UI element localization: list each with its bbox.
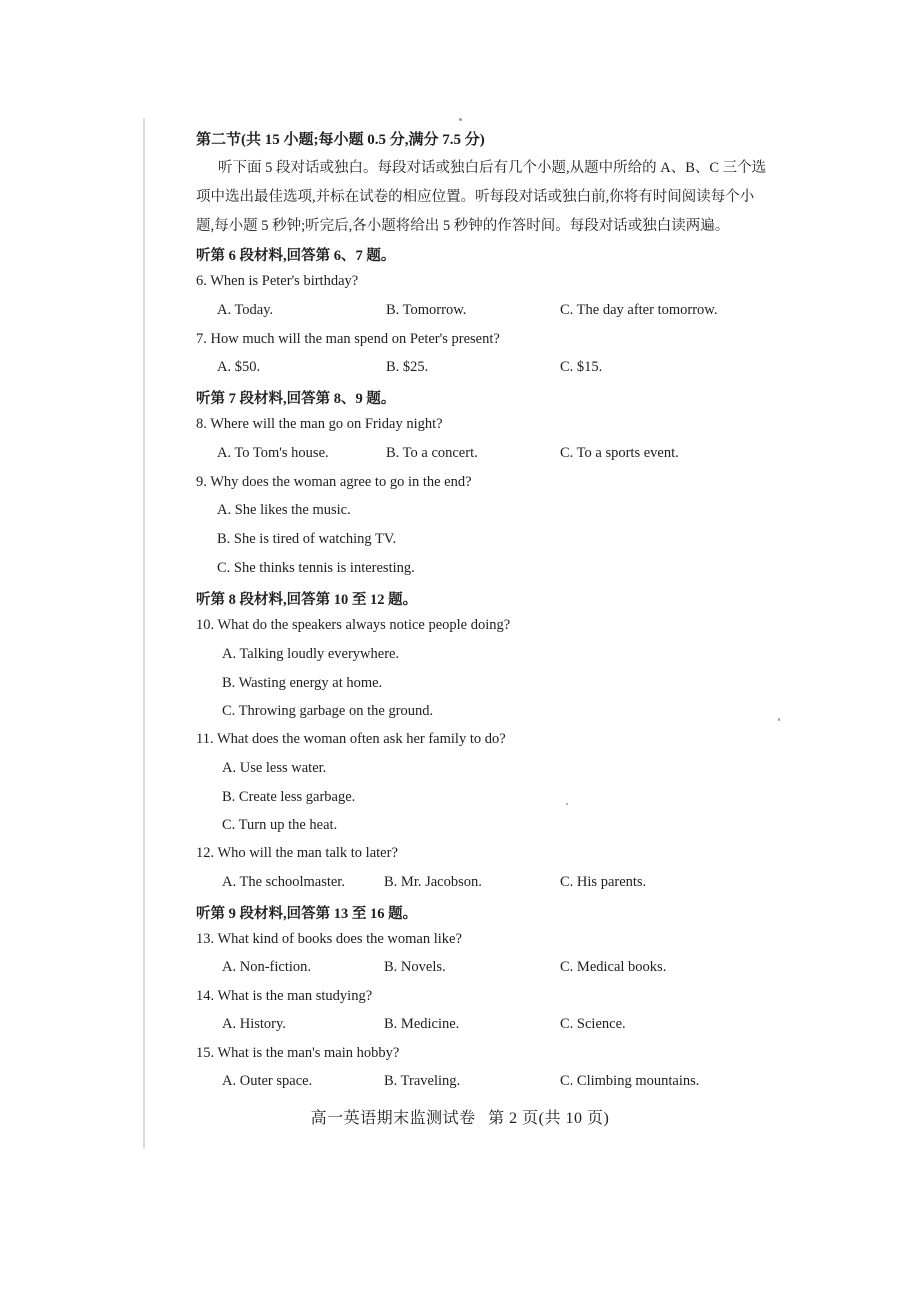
option-c: C. Climbing mountains. bbox=[560, 1073, 700, 1089]
question-11: 11. What does the woman often ask her family to do? bbox=[196, 731, 506, 747]
question-10: 10. What do the speakers always notice people doing? bbox=[196, 617, 511, 633]
instruction-line: 题,每小题 5 秒钟;听完后,各小题将给出 5 秒钟的作答时间。每段对话或独白读两遍。 bbox=[196, 218, 730, 234]
question-8: 8. Where will the man go on Friday night? bbox=[196, 416, 443, 432]
material-heading: 听第 7 段材料,回答第 8、9 题。 bbox=[196, 391, 396, 407]
question-6: 6. When is Peter's birthday? bbox=[196, 273, 359, 289]
option-c: C. $15. bbox=[560, 359, 603, 375]
question-14: 14. What is the man studying? bbox=[196, 988, 373, 1004]
option-a: A. Talking loudly everywhere. bbox=[222, 646, 400, 662]
option-b: B. Wasting energy at home. bbox=[222, 675, 383, 691]
option-a: A. Today. bbox=[217, 302, 274, 318]
scan-speck bbox=[566, 803, 568, 805]
option-c: C. His parents. bbox=[560, 874, 647, 890]
option-b: B. Tomorrow. bbox=[386, 302, 467, 318]
question-9: 9. Why does the woman agree to go in the end? bbox=[196, 474, 472, 490]
option-c: C. Science. bbox=[560, 1016, 626, 1032]
option-b: B. Traveling. bbox=[384, 1073, 461, 1089]
option-c: C. To a sports event. bbox=[560, 445, 679, 461]
scan-left-edge bbox=[143, 118, 145, 1148]
option-c: C. Medical books. bbox=[560, 959, 667, 975]
question-7: 7. How much will the man spend on Peter's present? bbox=[196, 331, 500, 347]
option-c: C. Turn up the heat. bbox=[222, 817, 338, 833]
option-a: A. The schoolmaster. bbox=[222, 874, 345, 890]
option-b: B. Novels. bbox=[384, 959, 446, 975]
scan-speck bbox=[778, 718, 780, 721]
question-13: 13. What kind of books does the woman like? bbox=[196, 931, 462, 947]
option-a: A. She likes the music. bbox=[217, 502, 351, 518]
option-b: B. Medicine. bbox=[384, 1016, 460, 1032]
option-c: C. The day after tomorrow. bbox=[560, 302, 718, 318]
option-a: A. History. bbox=[222, 1016, 286, 1032]
scan-speck bbox=[459, 118, 462, 121]
section-heading: 第二节(共 15 小题;每小题 0.5 分,满分 7.5 分) bbox=[196, 132, 485, 148]
question-12: 12. Who will the man talk to later? bbox=[196, 845, 398, 861]
page-number: 第 2 页(共 10 页) bbox=[488, 1110, 610, 1127]
option-c: C. Throwing garbage on the ground. bbox=[222, 703, 434, 719]
option-b: B. She is tired of watching TV. bbox=[217, 531, 397, 547]
option-b: B. $25. bbox=[386, 359, 429, 375]
instruction-line: 听下面 5 段对话或独白。每段对话或独白后有几个小题,从题中所给的 A、B、C 三个选 bbox=[218, 160, 767, 176]
option-a: A. Outer space. bbox=[222, 1073, 313, 1089]
page-footer bbox=[0, 1105, 920, 1128]
option-b: B. Create less garbage. bbox=[222, 789, 356, 805]
section-instructions bbox=[196, 154, 784, 241]
option-a: A. Non-fiction. bbox=[222, 959, 311, 975]
option-a: A. To Tom's house. bbox=[217, 445, 329, 461]
instruction-line: 项中选出最佳选项,并标在试卷的相应位置。听每段对话或独白前,你将有时间阅读每个小 bbox=[196, 189, 755, 205]
material-heading: 听第 8 段材料,回答第 10 至 12 题。 bbox=[196, 592, 418, 608]
material-heading: 听第 9 段材料,回答第 13 至 16 题。 bbox=[196, 906, 418, 922]
option-a: A. $50. bbox=[217, 359, 261, 375]
option-b: B. Mr. Jacobson. bbox=[384, 874, 482, 890]
material-heading: 听第 6 段材料,回答第 6、7 题。 bbox=[196, 248, 396, 264]
option-c: C. She thinks tennis is interesting. bbox=[217, 560, 415, 576]
question-15: 15. What is the man's main hobby? bbox=[196, 1045, 400, 1061]
exam-title: 高一英语期末监测试卷 bbox=[310, 1110, 476, 1127]
option-a: A. Use less water. bbox=[222, 760, 327, 776]
option-b: B. To a concert. bbox=[386, 445, 478, 461]
